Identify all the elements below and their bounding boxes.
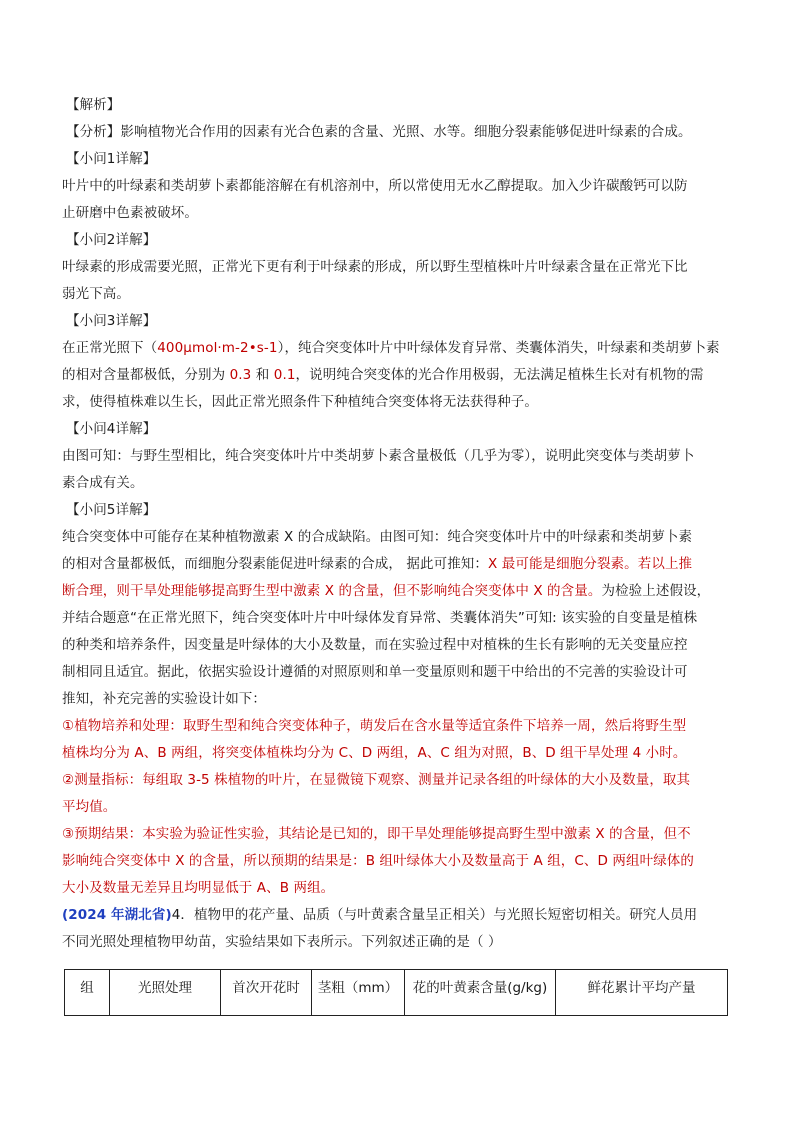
q3-text-line-2 <box>62 362 734 389</box>
hypothesis-text: 断合理，则干旱处理能够提高野生型中激素 X 的含量，但不影响纯合突变体中 X 的含量。 <box>62 583 602 599</box>
table-header-cell: 鲜花累计平均产量 <box>556 970 728 1016</box>
q5-text-line-1: 纯合突变体中可能存在某种植物激素 X 的合成缺陷。由图可知：纯合突变体叶片中的叶绿素和类胡萝卜素 <box>62 529 693 545</box>
analysis-text: 【分析】影响植物光合作用的因素有光合色素的含量、光照、水等。细胞分裂素能够促进叶绿素的合成。 <box>66 124 692 140</box>
value-chlorophyll: 0.3 <box>229 367 252 383</box>
q5-text-line-3 <box>62 578 734 605</box>
q2-text-line-2: 弱光下高。 <box>62 286 130 302</box>
step-2-line-1 <box>62 767 734 794</box>
q3-text-line-3: 求，使得植株难以生长，因此正常光照条件下种植纯合突变体将无法获得种子。 <box>62 394 538 410</box>
q5-text-line-5: 的种类和培养条件，因变量是叶绿体的大小及数量，而在实验过程中对植株的生长有影响的无关变量应控 <box>62 637 688 653</box>
table-header-cell: 光照处理 <box>110 970 221 1016</box>
text-span: 预期结果：本实验为验证性实验，其结论是已知的，即干旱处理能够提高野生型中激素 X 的含量，但不 <box>74 826 691 842</box>
q1-text-line-1: 叶片中的叶绿素和类胡萝卜素都能溶解在有机溶剂中，所以常使用无水乙醇提取。加入少许碳酸钙可以防 <box>62 178 688 194</box>
q5-text-line-7: 推知，补充完善的实验设计如下： <box>62 691 266 707</box>
solution-body <box>62 92 734 956</box>
table-header-row <box>65 970 728 1016</box>
q3-heading: 【小问3详解】 <box>66 313 157 329</box>
text-span: 植物培养和处理：取野生型和纯合突变体种子，萌发后在含水量等适宜条件下培养一周，然后将野生型 <box>74 718 687 734</box>
step-3-line-2: 影响纯合突变体中 X 的含量，所以预期的结果是：B 组叶绿体大小及数量高于 A 组，C、D 两组叶绿体的 <box>62 853 695 869</box>
circled-number-1: ① <box>62 718 75 734</box>
text-span: 的相对含量都极低，分别为 <box>62 367 230 383</box>
q4-text-line-1: 由图可知：与野生型相比，纯合突变体叶片中类胡萝卜素含量极低（几乎为零），说明此突变体与类胡萝卜 <box>62 448 695 464</box>
results-table <box>64 969 728 1016</box>
step-1-line-1 <box>62 713 734 740</box>
section-analysis-heading: 【解析】 <box>66 97 121 113</box>
circled-number-2: ② <box>62 772 75 788</box>
circled-number-3: ③ <box>62 826 75 842</box>
question-4-line-2: 不同光照处理植物甲幼苗，实验结果如下表所示。下列叙述正确的是（ ） <box>62 934 502 950</box>
table-header-cell: 花的叶黄素含量(g/kg) <box>405 970 556 1016</box>
light-intensity: 400μmol·m-2•s-1 <box>157 340 278 356</box>
q3-text-line-1 <box>62 335 734 362</box>
q4-heading: 【小问4详解】 <box>66 421 157 437</box>
table-header-cell: 首次开花时 <box>221 970 312 1016</box>
q4-text-line-2: 素合成有关。 <box>62 475 144 491</box>
q5-text-line-4: 并结合题意“在正常光照下，纯合突变体叶片中叶绿体发育异常、类囊体消失”可知: 该实验的自变量是植株 <box>62 610 698 626</box>
q5-text-line-6: 制相同且适宜。据此，依据实验设计遵循的对照原则和单一变量原则和题干中给出的不完善的实验设计可 <box>62 664 688 680</box>
q2-text-line-1: 叶绿素的形成需要光照，正常光下更有利于叶绿素的形成，所以野生型植株叶片叶绿素含量在正常光下比 <box>62 259 688 275</box>
step-3-line-3: 大小及数量无差异且均明显低于 A、B 两组。 <box>62 880 335 896</box>
q2-heading: 【小问2详解】 <box>66 232 157 248</box>
text-span: 在正常光照下（ <box>62 340 158 356</box>
step-2-line-2: 平均值。 <box>62 799 117 815</box>
text-span: 和 <box>251 367 274 383</box>
q1-heading: 【小问1详解】 <box>66 151 157 167</box>
text-span: ），纯合突变体叶片中叶绿体发育异常、类囊体消失，叶绿素和类胡萝卜素 <box>277 340 720 356</box>
q1-text-line-2: 止研磨中色素被破坏。 <box>62 205 198 221</box>
text-span: 测量指标：每组取 3-5 株植物的叶片，在显微镜下观察、测量并记录各组的叶绿体的大小及数量，取其 <box>74 772 691 788</box>
inference-text: X 最可能是细胞分裂素。若以上推 <box>488 556 693 572</box>
value-carotenoid: 0.1 <box>273 367 296 383</box>
text-span: 4．植物甲的花产量、品质（与叶黄素含量呈正相关）与光照长短密切相关。研究人员用 <box>171 907 698 923</box>
question-source-tag: (2024 年湖北省) <box>62 907 172 923</box>
step-1-line-2: 植株均分为 A、B 两组，将突变体植株均分为 C、D 两组，A、C 组为对照，B、D 组干旱处理 4 小时。 <box>62 745 687 761</box>
q5-heading: 【小问5详解】 <box>66 502 157 518</box>
question-4-line-1 <box>62 902 734 929</box>
text-span: ，说明纯合突变体的光合作用极弱，无法满足植株生长对有机物的需 <box>295 367 704 383</box>
step-3-line-1 <box>62 821 734 848</box>
table-header-cell: 组 <box>65 970 110 1016</box>
table-header-cell: 茎粗（mm） <box>312 970 405 1016</box>
text-span: 的相对含量都极低，而细胞分裂素能促进叶绿素的合成， 据此可推知： <box>62 556 488 572</box>
text-span: 为检验上述假设， <box>601 583 711 599</box>
q5-text-line-2 <box>62 551 734 578</box>
